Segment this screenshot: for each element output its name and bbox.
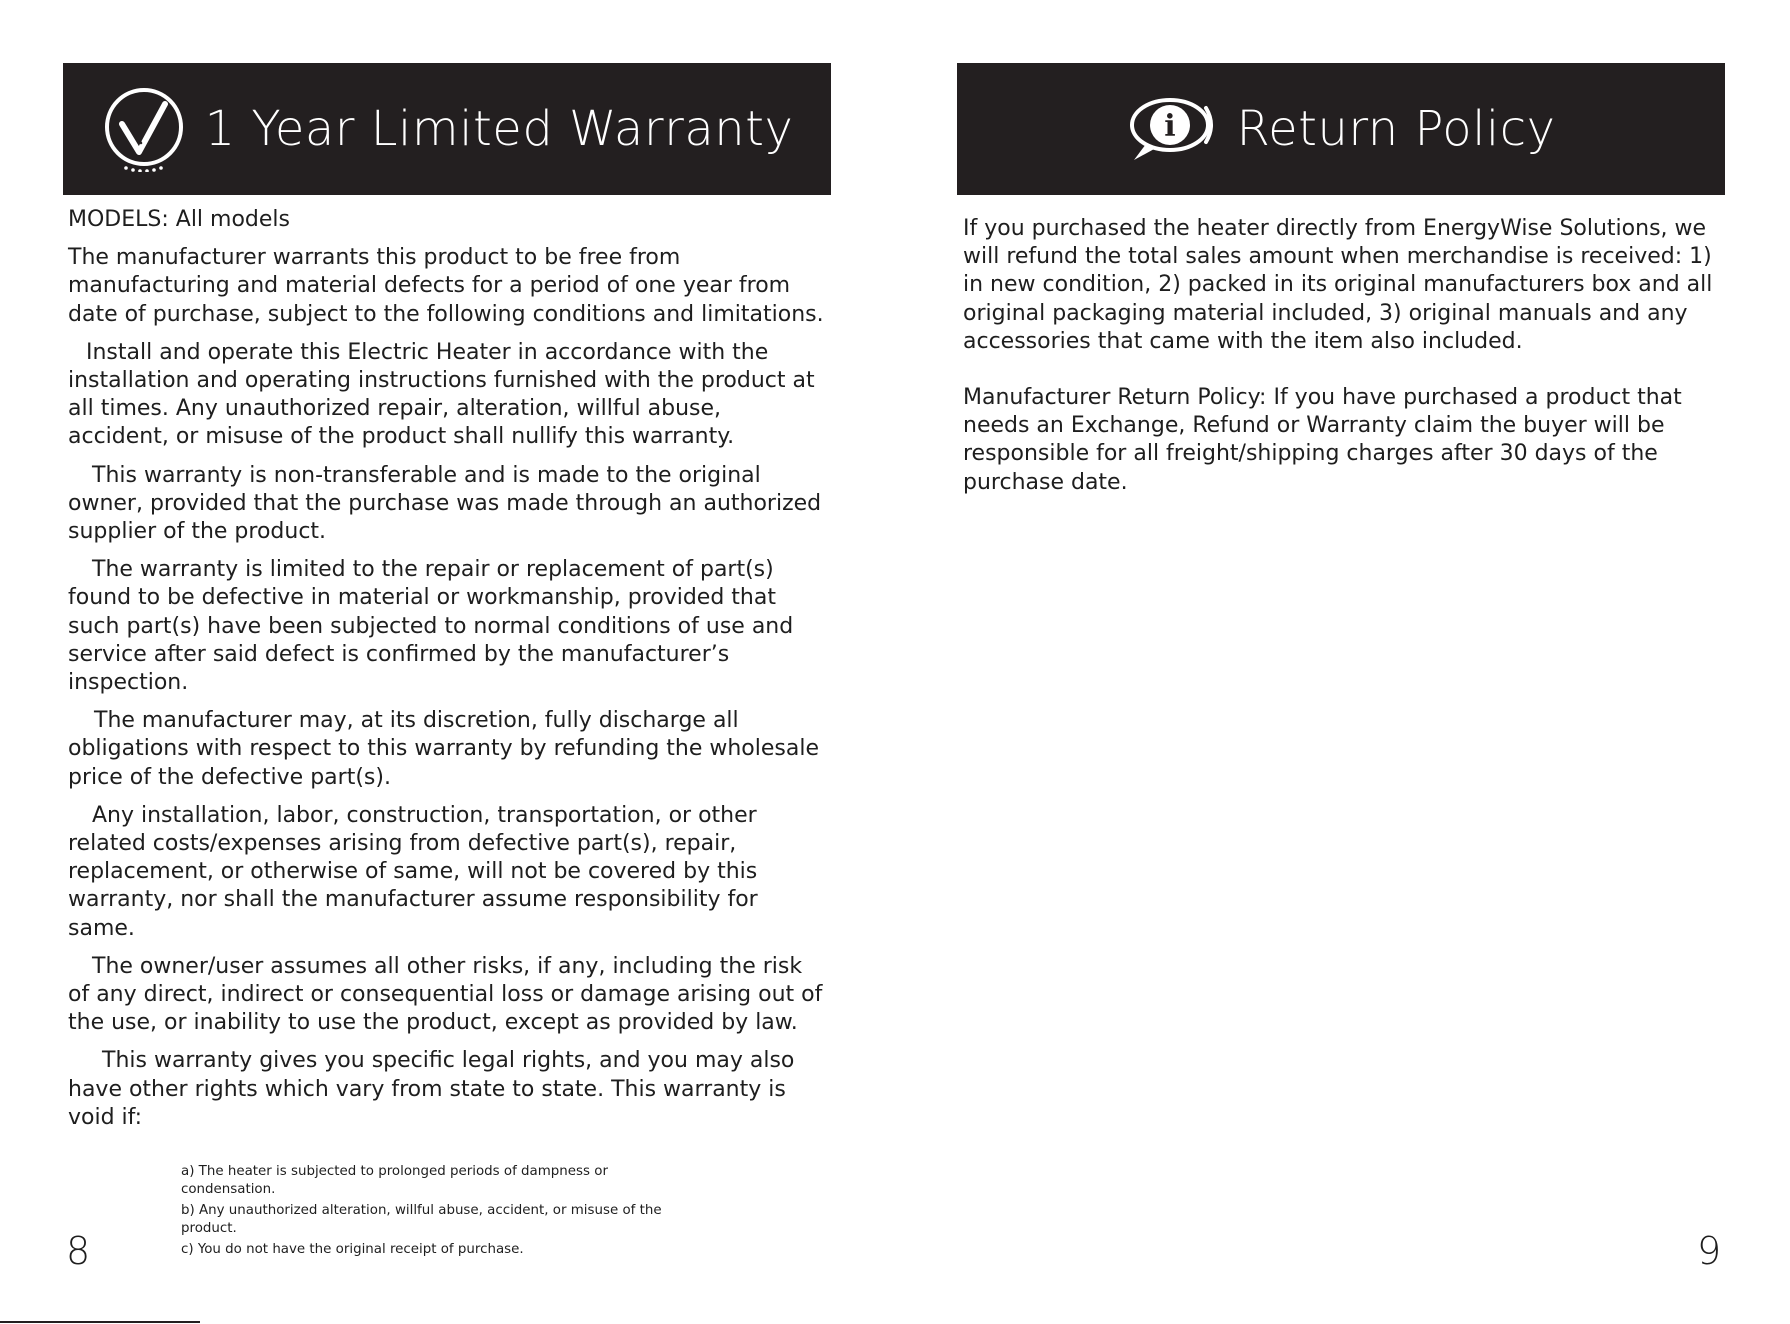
warranty-title: 1 Year Limited Warranty bbox=[204, 101, 794, 157]
warranty-paragraph: Install and operate this Electric Heater in accordance with the installation and operating instructions furnished with the product at all times. Any unauthorized repair, alteration, willful abuse, accident, or misuse of the product shall nullify this warranty. bbox=[68, 339, 815, 450]
warranty-paragraph: The manufacturer warrants this product to be free from manufacturing and material defects for a period of one year from date of purchase, subject to the following conditions and limitations. bbox=[68, 245, 824, 327]
return-policy-text bbox=[963, 215, 1723, 525]
warranty-paragraph: This warranty is non-transferable and is made to the original owner, provided that the purchase was made through an authorized supplier of the product. bbox=[68, 462, 822, 545]
warranty-banner bbox=[63, 63, 831, 195]
warranty-paragraph: The owner/user assumes all other risks, if any, including the risk of any direct, indirect or consequential loss or damage arising out of the use, or inability to use the product, except as provided by law. bbox=[68, 953, 823, 1036]
warranty-paragraph: The warranty is limited to the repair or replacement of part(s) found to be defective in material or workmanship, provided that such part(s) have been subjected to normal conditions of use and service after said defect is confirmed by the manufacturer’s inspection. bbox=[68, 557, 794, 696]
page-number: 9 bbox=[1697, 1229, 1722, 1273]
list-item: a) The heater is subjected to prolonged periods of dampness or condensation. bbox=[181, 1164, 608, 1197]
warranty-paragraph: The manufacturer may, at its discretion, fully discharge all obligations with respect to this warranty by refunding the wholesale price of the defective part(s). bbox=[68, 708, 820, 790]
return-policy-banner bbox=[957, 63, 1725, 195]
page-number: 8 bbox=[66, 1229, 91, 1273]
divider bbox=[0, 1321, 200, 1323]
return-policy-title: Return Policy bbox=[1236, 101, 1556, 157]
check-badge-icon bbox=[101, 86, 187, 172]
list-item: b) Any unauthorized alteration, willful abuse, accident, or misuse of the product. bbox=[181, 1203, 662, 1236]
warranty-paragraph: Any installation, labor, construction, transportation, or other related costs/expenses arising from defective part(s), repair, replacement, or otherwise of same, will not be covered by this warranty, nor shall the manufacturer assume responsibility for same. bbox=[68, 802, 758, 941]
return-policy-page bbox=[895, 0, 1790, 1324]
list-item: c) You do not have the original receipt of purchase. bbox=[181, 1242, 524, 1257]
svg-text:i: i bbox=[1164, 109, 1177, 144]
void-conditions-list bbox=[181, 1163, 701, 1263]
warranty-paragraph: This warranty gives you specific legal rights, and you may also have other rights which vary from state to state. This warranty is void if: bbox=[68, 1048, 795, 1130]
return-policy-paragraph: Manufacturer Return Policy: If you have purchased a product that needs an Exchange, Refund or Warranty claim the buyer will be responsible for all freight/shipping charges after 30 days of the purchase date. bbox=[963, 385, 1682, 495]
return-policy-paragraph: If you purchased the heater directly from EnergyWise Solutions, we will refund the total sales amount when merchandise is received: 1) in new condition, 2) packed in its original manufacturers box and all original packaging material included, 3) original manuals and any accessories that came with the item also included. bbox=[963, 216, 1713, 354]
warranty-text bbox=[68, 206, 828, 1142]
models-line: MODELS: All models bbox=[68, 207, 290, 232]
info-speech-bubble-icon bbox=[1126, 96, 1218, 162]
